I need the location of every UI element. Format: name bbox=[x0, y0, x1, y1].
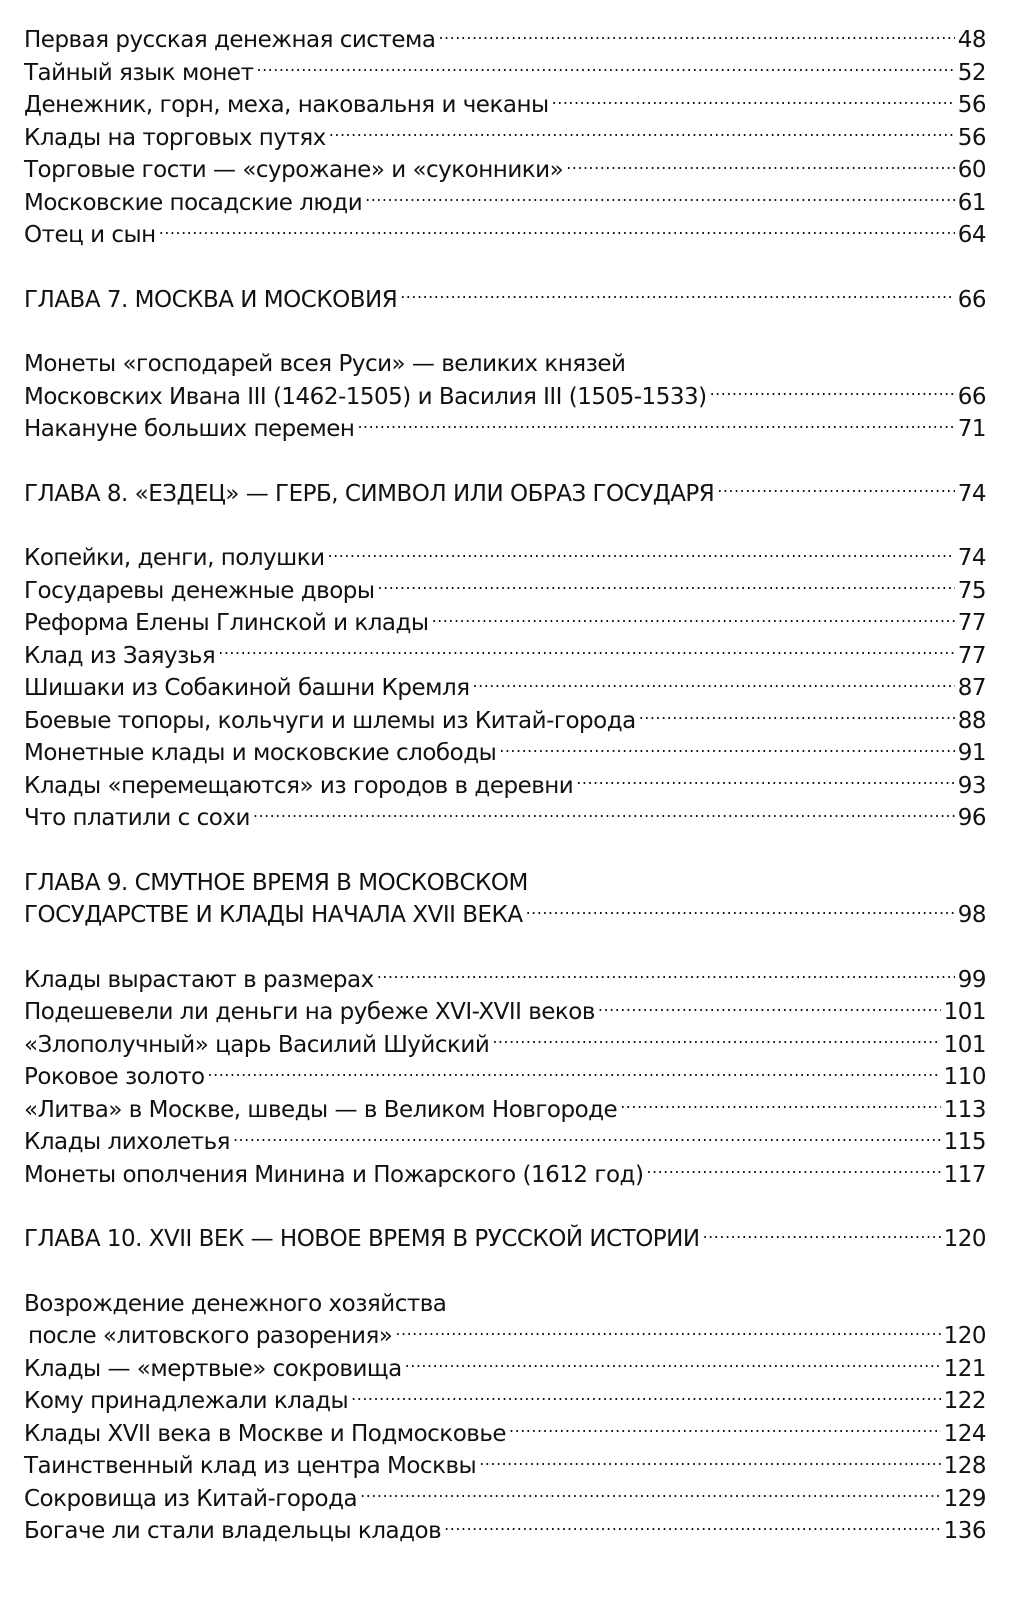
toc-entry-title: ГОСУДАРСТВЕ И КЛАДЫ НАЧАЛА XVII ВЕКА bbox=[24, 902, 523, 928]
toc-entry-title: «Злополучный» царь Василий Шуйский bbox=[24, 1031, 490, 1058]
dot-leader bbox=[620, 1094, 940, 1117]
toc-entry bbox=[24, 1320, 986, 1353]
toc-entry-title: Клады лихолетья bbox=[24, 1129, 230, 1155]
toc-entry-title: Клады на торговых путях bbox=[24, 124, 326, 151]
toc-entry bbox=[24, 89, 986, 122]
dot-leader bbox=[360, 1483, 940, 1506]
toc-entry-title: Клады «перемещаются» из городов в деревни bbox=[24, 772, 574, 799]
toc-chapter-heading bbox=[24, 284, 986, 317]
toc-entry-title: Отец и сын bbox=[24, 222, 156, 248]
toc-page-number: 115 bbox=[943, 1129, 986, 1155]
toc-entry bbox=[24, 575, 986, 608]
toc-page-number: 77 bbox=[957, 642, 986, 669]
dot-leader bbox=[208, 1061, 941, 1084]
toc-page-number: 71 bbox=[957, 416, 986, 442]
toc-page-number: 56 bbox=[957, 92, 986, 118]
toc-chapter-heading bbox=[24, 867, 986, 900]
toc-entry-title: Государевы денежные дворы bbox=[24, 577, 375, 604]
toc-entry bbox=[24, 1061, 986, 1094]
dot-leader bbox=[159, 219, 955, 242]
toc-entry bbox=[24, 802, 986, 835]
dot-leader bbox=[253, 802, 955, 825]
toc-entry bbox=[24, 381, 986, 414]
toc-page-number: 75 bbox=[957, 577, 986, 604]
toc-entry-title: Шишаки из Собакиной башни Кремля bbox=[24, 675, 470, 701]
toc-entry bbox=[24, 57, 986, 90]
toc-entry-title: Таинственный клад из центра Москвы bbox=[24, 1453, 477, 1479]
toc-entry-title: Клад из Заяузья bbox=[24, 642, 216, 669]
toc-page-number: 110 bbox=[943, 1064, 986, 1090]
toc-entry-title: «Литва» в Москве, шведы — в Великом Новгороде bbox=[24, 1096, 618, 1123]
toc-entry bbox=[24, 1288, 986, 1321]
toc-entry bbox=[24, 219, 986, 252]
dot-leader bbox=[646, 1159, 940, 1182]
toc-entry bbox=[24, 1353, 986, 1386]
toc-page-number: 99 bbox=[957, 966, 986, 993]
toc-page-number: 56 bbox=[957, 124, 986, 151]
dot-leader bbox=[576, 770, 954, 793]
dot-leader bbox=[328, 542, 955, 565]
dot-leader bbox=[438, 24, 954, 47]
toc-page-number: 96 bbox=[957, 805, 986, 831]
toc-entry bbox=[24, 672, 986, 705]
toc-entry bbox=[24, 348, 986, 381]
toc-entry-title: Реформа Елены Глинской и клады bbox=[24, 610, 429, 636]
toc-entry bbox=[24, 1385, 986, 1418]
toc-entry-title: ГЛАВА 10. XVII ВЕК — НОВОЕ ВРЕМЯ В РУССКОЙ ИСТОРИИ bbox=[24, 1226, 700, 1252]
dot-leader bbox=[552, 89, 955, 112]
toc-page-number: 61 bbox=[957, 189, 986, 216]
toc-entry bbox=[24, 1094, 986, 1127]
dot-leader bbox=[526, 899, 955, 922]
toc-chapter-heading bbox=[24, 1223, 986, 1256]
toc-entry bbox=[24, 737, 986, 770]
dot-leader bbox=[509, 1418, 941, 1441]
toc-entry-title: ГЛАВА 7. МОСКВА И МОСКОВИЯ bbox=[24, 286, 398, 313]
dot-leader bbox=[432, 607, 955, 630]
toc-page-number: 74 bbox=[957, 480, 986, 507]
toc-entry-title: Московские посадские люди bbox=[24, 189, 363, 216]
toc-page-number: 77 bbox=[957, 610, 986, 636]
dot-leader bbox=[233, 1126, 941, 1149]
toc-chapter-heading bbox=[24, 478, 986, 511]
dot-leader bbox=[479, 1450, 940, 1473]
toc-entry-title: Богаче ли стали владельцы кладов bbox=[24, 1518, 442, 1544]
toc-entry bbox=[24, 996, 986, 1029]
toc-page-number: 93 bbox=[957, 772, 986, 799]
toc-entry-title: Монеты ополчения Минина и Пожарского (1612 год) bbox=[24, 1161, 644, 1188]
toc-page-number: 128 bbox=[943, 1453, 986, 1479]
toc-page-number: 122 bbox=[943, 1388, 986, 1414]
toc-entry bbox=[24, 1029, 986, 1062]
dot-leader bbox=[492, 1029, 940, 1052]
toc-page-number: 66 bbox=[957, 286, 986, 313]
dot-leader bbox=[717, 478, 954, 501]
dot-leader bbox=[378, 575, 955, 598]
toc-entry bbox=[24, 705, 986, 738]
toc-entry-title: ГЛАВА 9. СМУТНОЕ ВРЕМЯ В МОСКОВСКОМ bbox=[24, 869, 528, 896]
toc-page-number: 64 bbox=[957, 222, 986, 248]
toc-page-number: 98 bbox=[957, 902, 986, 928]
toc-page-number: 74 bbox=[957, 545, 986, 571]
toc-page-number: 48 bbox=[957, 27, 986, 53]
toc-entry bbox=[24, 24, 986, 57]
toc-entry-title: после «литовского разорения» bbox=[28, 1323, 393, 1349]
toc-page-number: 52 bbox=[957, 59, 986, 86]
toc-page-number: 120 bbox=[943, 1323, 986, 1349]
dot-leader bbox=[377, 964, 955, 987]
toc-entry-title: Торговые гости — «сурожане» и «суконники» bbox=[24, 157, 564, 183]
toc-entry bbox=[24, 154, 986, 187]
toc-entry-title: Сокровища из Китай-города bbox=[24, 1485, 358, 1512]
toc-page-number: 129 bbox=[943, 1485, 986, 1512]
table-of-contents bbox=[24, 24, 986, 1548]
toc-entry-title: Накануне больших перемен bbox=[24, 416, 355, 442]
toc-entry-title: Клады XVII века в Москве и Подмосковье bbox=[24, 1420, 507, 1447]
toc-entry-title: Копейки, денги, полушки bbox=[24, 545, 325, 571]
toc-entry bbox=[24, 1483, 986, 1516]
toc-entry-title: Что платили с сохи bbox=[24, 805, 250, 831]
toc-entry bbox=[24, 122, 986, 155]
dot-leader bbox=[473, 672, 955, 695]
dot-leader bbox=[703, 1223, 941, 1246]
toc-page-number: 120 bbox=[943, 1226, 986, 1252]
dot-leader bbox=[357, 413, 954, 436]
dot-leader bbox=[351, 1385, 940, 1408]
dot-leader bbox=[499, 737, 954, 760]
toc-page-number: 121 bbox=[943, 1355, 986, 1382]
toc-page-number: 60 bbox=[957, 157, 986, 183]
toc-entry-title: Московских Ивана III (1462-1505) и Василия III (1505-1533) bbox=[24, 383, 707, 410]
dot-leader bbox=[365, 187, 955, 210]
toc-entry-title: Роковое золото bbox=[24, 1064, 205, 1090]
toc-page-number: 66 bbox=[957, 383, 986, 410]
toc-page-number: 124 bbox=[943, 1420, 986, 1447]
toc-entry-title: Клады вырастают в размерах bbox=[24, 966, 374, 993]
toc-entry-title: Кому принадлежали клады bbox=[24, 1388, 349, 1414]
toc-entry-title: Тайный язык монет bbox=[24, 59, 254, 86]
toc-entry bbox=[24, 1515, 986, 1548]
dot-leader bbox=[395, 1320, 940, 1343]
toc-entry bbox=[24, 1126, 986, 1159]
dot-leader bbox=[405, 1353, 941, 1376]
toc-entry bbox=[24, 607, 986, 640]
toc-entry-title: Возрождение денежного хозяйства bbox=[24, 1290, 447, 1317]
dot-leader bbox=[218, 640, 954, 663]
toc-entry bbox=[24, 770, 986, 803]
toc-page-number: 88 bbox=[957, 707, 986, 734]
dot-leader bbox=[329, 122, 955, 145]
toc-page-number: 101 bbox=[943, 999, 986, 1025]
toc-entry-title: Боевые топоры, кольчуги и шлемы из Китай-города bbox=[24, 707, 636, 734]
toc-page-number: 91 bbox=[957, 740, 986, 766]
toc-page-number: 113 bbox=[943, 1096, 986, 1123]
dot-leader bbox=[598, 996, 941, 1019]
toc-page-number: 136 bbox=[943, 1518, 986, 1544]
toc-entry-title: Подешевели ли деньги на рубеже XVI-XVII веков bbox=[24, 999, 595, 1025]
toc-page-number: 117 bbox=[943, 1161, 986, 1188]
toc-entry bbox=[24, 1450, 986, 1483]
toc-entry-title: Монетные клады и московские слободы bbox=[24, 740, 497, 766]
toc-entry-title: Первая русская денежная система bbox=[24, 27, 436, 53]
toc-entry bbox=[24, 187, 986, 220]
toc-entry-title: ГЛАВА 8. «ЕЗДЕЦ» — ГЕРБ, СИМВОЛ ИЛИ ОБРАЗ ГОСУДАРЯ bbox=[24, 480, 715, 507]
toc-entry bbox=[24, 640, 986, 673]
dot-leader bbox=[566, 154, 955, 177]
toc-entry bbox=[24, 1418, 986, 1451]
toc-entry-title: Монеты «господарей всея Руси» — великих князей bbox=[24, 351, 626, 377]
toc-entry bbox=[24, 1159, 986, 1192]
dot-leader bbox=[444, 1515, 940, 1538]
dot-leader bbox=[639, 705, 955, 728]
toc-page-number: 101 bbox=[943, 1031, 986, 1058]
toc-page-number: 87 bbox=[957, 675, 986, 701]
toc-entry-title: Денежник, горн, меха, наковальня и чеканы bbox=[24, 92, 549, 118]
toc-entry bbox=[24, 542, 986, 575]
dot-leader bbox=[400, 284, 955, 307]
toc-entry bbox=[24, 413, 986, 446]
toc-chapter-heading bbox=[24, 899, 986, 932]
dot-leader bbox=[257, 57, 955, 80]
toc-entry-title: Клады — «мертвые» сокровища bbox=[24, 1355, 402, 1382]
toc-entry bbox=[24, 964, 986, 997]
dot-leader bbox=[710, 381, 955, 404]
